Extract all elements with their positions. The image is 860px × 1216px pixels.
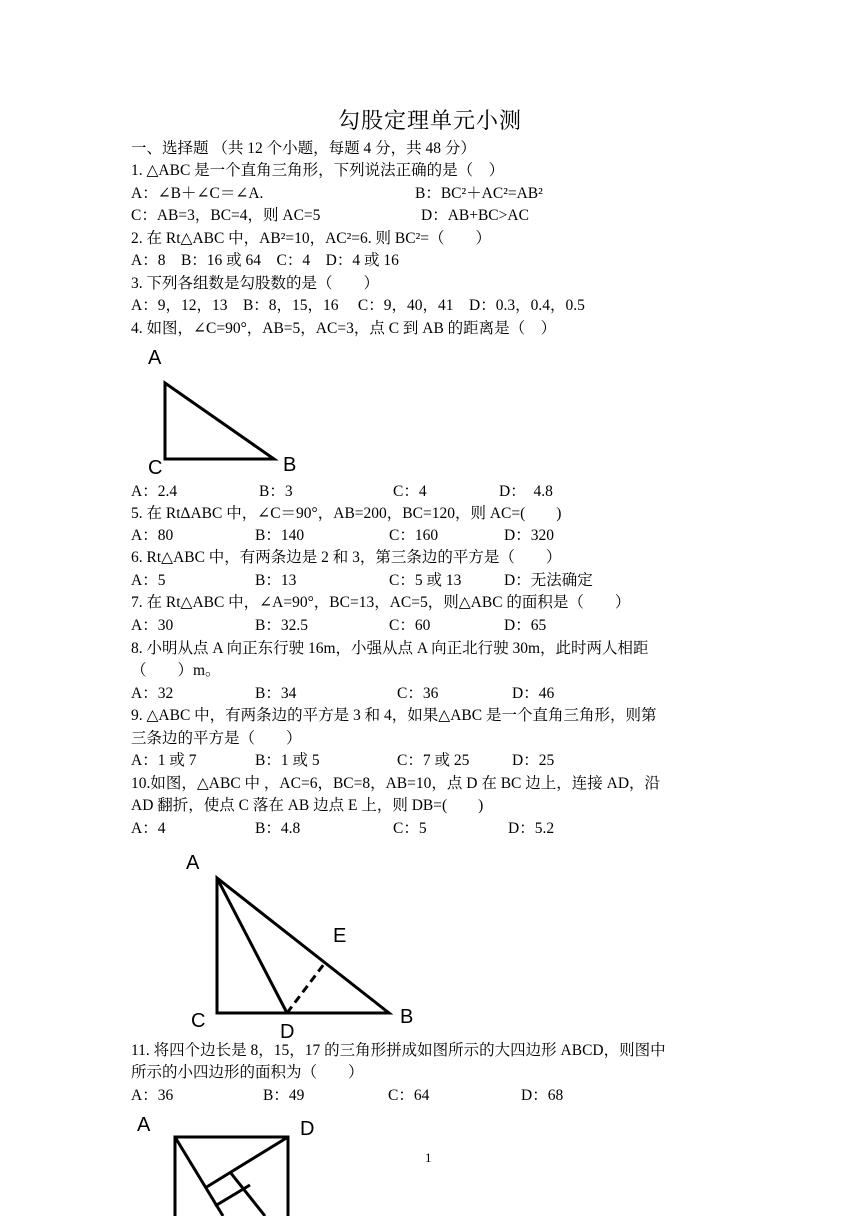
q1-option-c: C：AB=3，BC=4，则 AC=5 <box>131 207 321 224</box>
fig3-label-d: D <box>300 1118 315 1140</box>
fig2-label-b: B <box>400 1006 414 1028</box>
q6-option-b: B：13 <box>255 572 297 589</box>
q7-option-a: A：30 <box>131 617 174 634</box>
q8-option-a: A：32 <box>131 685 174 702</box>
q6-option-d: D：无法确定 <box>504 572 593 589</box>
q8-option-d: D：46 <box>512 685 555 702</box>
fig1-label-a: A <box>148 347 162 369</box>
q5-option-c: C：160 <box>389 527 439 544</box>
q9-option-c: C：7 或 25 <box>397 752 470 769</box>
q1-option-a: A：∠B＋∠C＝∠A. <box>131 185 264 202</box>
q11-option-d: D：68 <box>521 1087 564 1104</box>
fig2-label-e: E <box>333 925 347 947</box>
fig2-label-c: C <box>191 1010 206 1032</box>
figure-fold-triangle <box>180 845 430 1045</box>
q5-option-d: D：320 <box>504 527 554 544</box>
page-number: 1 <box>425 1150 432 1165</box>
q7-option-d: D：65 <box>504 617 547 634</box>
figure-square-quadrilateral <box>130 1108 330 1216</box>
q4-option-b: B：3 <box>259 483 293 500</box>
q4-stem: 4. 如图，∠C=90°，AB=5，AC=3，点 C 到 AB 的距离是（ ） <box>131 320 557 337</box>
q1-stem: 1. △ABC 是一个直角三角形，下列说法正确的是（ ） <box>131 162 505 179</box>
q6-option-c: C：5 或 13 <box>389 572 462 589</box>
q9-stem-line2: 三条边的平方是（ ） <box>131 730 302 747</box>
q1-option-b: B：BC²＋AC²=AB² <box>415 185 543 202</box>
segment-ad <box>217 878 287 1013</box>
q5-option-b: B：140 <box>255 527 305 544</box>
q11-option-b: B：49 <box>263 1087 305 1104</box>
q10-option-d: D：5.2 <box>508 820 555 837</box>
section-heading: 一、选择题 （共 12 个小题，每题 4 分，共 48 分） <box>131 140 476 157</box>
q11-stem-line1: 11. 将四个边长是 8，15，17 的三角形拼成如图所示的大四边形 ABCD，则图中 <box>131 1042 666 1059</box>
q8-option-b: B：34 <box>255 685 297 702</box>
q9-option-d: D：25 <box>512 752 555 769</box>
q10-option-a: A：4 <box>131 820 166 837</box>
fig3-label-a: A <box>137 1114 151 1136</box>
q4-option-c: C：4 <box>393 483 427 500</box>
fig1-label-c: C <box>148 457 163 479</box>
q5-stem: 5. 在 RtΔABC 中，∠C＝90°，AB=200，BC=120，则 AC=( ) <box>131 505 562 522</box>
q6-option-a: A：5 <box>131 572 166 589</box>
q2-stem: 2. 在 Rt△ABC 中，AB²=10，AC²=6. 则 BC²=（ ） <box>131 230 491 247</box>
figure-right-triangle <box>140 340 320 480</box>
triangle-abc-fold <box>217 878 389 1013</box>
fig2-label-d: D <box>280 1021 295 1043</box>
q10-option-c: C：5 <box>393 820 427 837</box>
q8-option-c: C：36 <box>397 685 439 702</box>
fig1-label-b: B <box>283 454 297 476</box>
q1-option-d: D：AB+BC>AC <box>421 207 529 224</box>
q11-option-a: A：36 <box>131 1087 174 1104</box>
triangle-abc <box>165 383 274 459</box>
q4-option-d: D： 4.8 <box>499 483 553 500</box>
fig2-label-a: A <box>186 852 200 874</box>
q7-option-b: B：32.5 <box>255 617 308 634</box>
q4-option-a: A：2.4 <box>131 483 178 500</box>
q11-stem-line2: 所示的小四边形的面积为（ ） <box>131 1064 364 1081</box>
inner-segment-4 <box>215 1185 250 1206</box>
q9-stem-line1: 9. △ABC 中，有两条边的平方是 3 和 4，如果△ABC 是一个直角三角形，则第 <box>131 707 657 724</box>
q2-options: A：8 B：16 或 64 C：4 D：4 或 16 <box>131 252 399 269</box>
q10-stem-line2: AD 翻折，使点 C 落在 AB 边点 E 上，则 DB=( ) <box>131 797 484 814</box>
q9-option-b: B：1 或 5 <box>255 752 320 769</box>
q11-option-c: C：64 <box>388 1087 430 1104</box>
q9-option-a: A：1 或 7 <box>131 752 197 769</box>
q8-stem-line1: 8. 小明从点 A 向正东行驶 16m，小强从点 A 向正北行驶 30m，此时两人相距 <box>131 640 649 657</box>
q5-option-a: A：80 <box>131 527 174 544</box>
q7-option-c: C：60 <box>389 617 431 634</box>
q3-options: A：9，12，13 B：8，15，16 C：9，40，41 D：0.3，0.4，0.5 <box>131 297 585 314</box>
q7-stem: 7. 在 Rt△ABC 中，∠A=90°，BC=13，AC=5，则△ABC 的面积是（ ） <box>131 594 631 611</box>
page-title: 勾股定理单元小测 <box>337 108 522 133</box>
q10-stem-line1: 10.如图，△ABC 中 ，AC=6，BC=8，AB=10，点 D 在 BC 边上，连接 AD，沿 <box>131 775 661 792</box>
q8-stem-line2: （ ）m。 <box>131 662 221 679</box>
q10-option-b: B：4.8 <box>255 820 301 837</box>
q3-stem: 3. 下列各组数是勾股数的是（ ） <box>131 275 380 292</box>
inner-segment-2 <box>205 1137 288 1188</box>
q6-stem: 6. Rt△ABC 中，有两条边是 2 和 3，第三条边的平方是（ ） <box>131 549 562 566</box>
segment-de-dashed <box>287 964 324 1013</box>
